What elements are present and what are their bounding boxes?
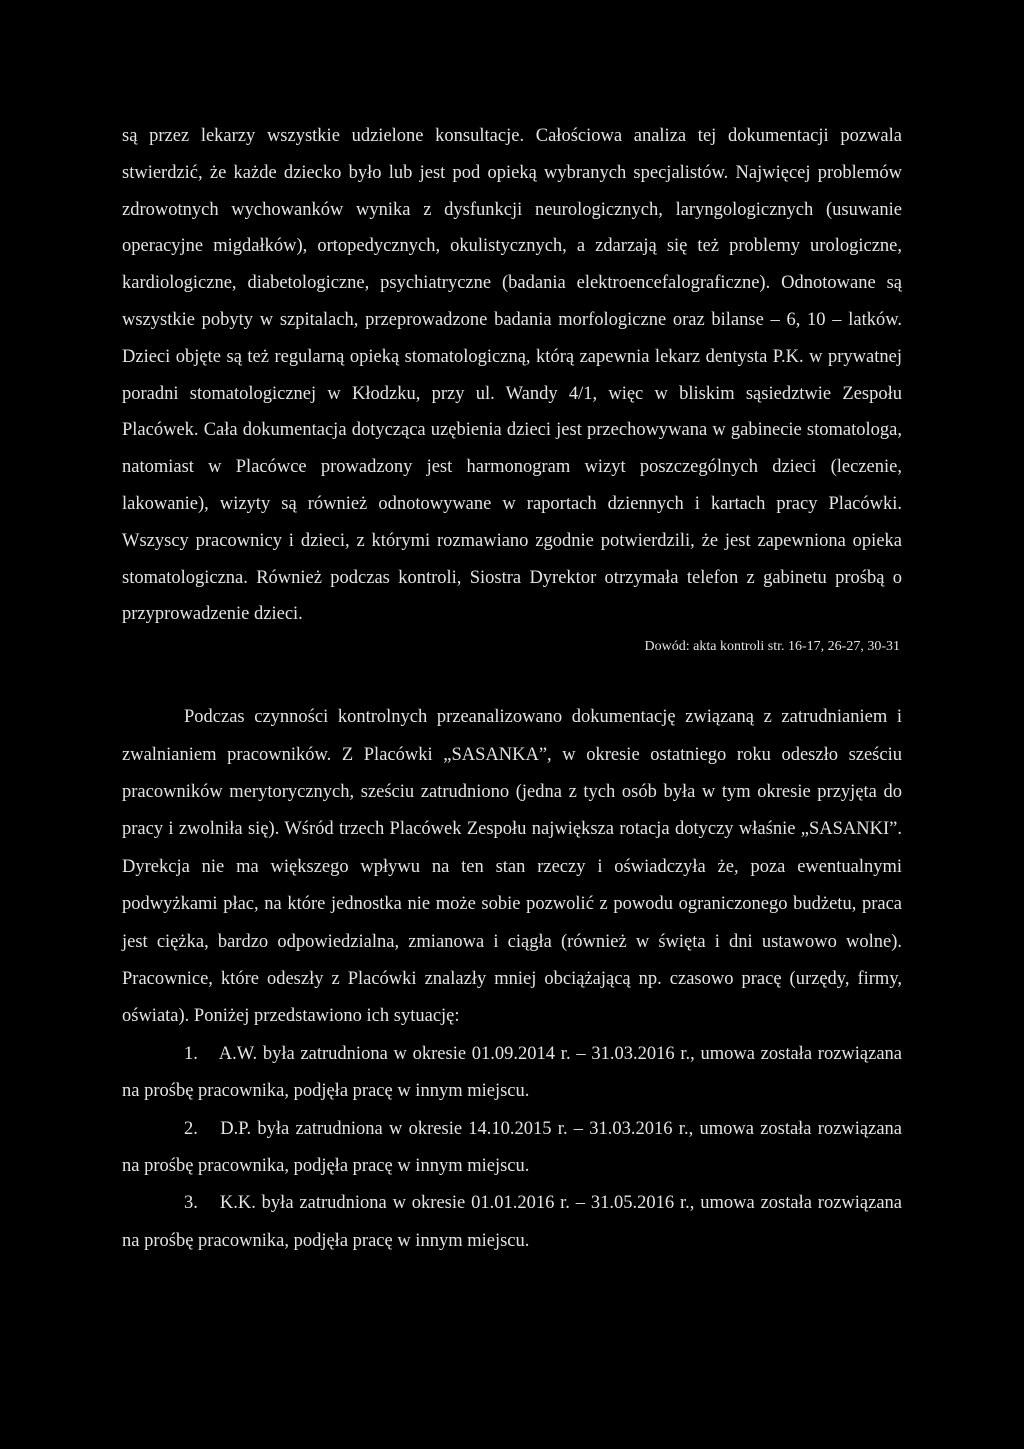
list-item-number: 1. xyxy=(184,1043,198,1064)
evidence-reference: Dowód: akta kontroli str. 16-17, 26-27, 30-31 xyxy=(644,639,900,655)
list-item-number: 3. xyxy=(184,1193,198,1214)
list-item-number: 2. xyxy=(184,1118,198,1139)
list-item-text: A.W. była zatrudniona w okresie 01.09.2014 r. – 31.03.2016 r., umowa została rozwiązana na prośbę pracownika, podjęła pracę w innym miejscu. xyxy=(122,1043,902,1102)
list-item xyxy=(122,1036,902,1111)
document-body xyxy=(122,118,902,1260)
list-item xyxy=(122,1111,902,1186)
employee-list xyxy=(122,1036,902,1260)
paragraph-employment: Podczas czynności kontrolnych przeanalizowano dokumentację związaną z zatrudnianiem i zwalnianiem pracowników. Z Placówki „SASANKA”, w okresie ostatniego roku odeszło sześciu pracowników merytorycznych, sześciu zatrudniono (jedna z tych osób była w tym okresie przyjęta do pracy i zwolniła się). Wśród trzech Placówek Zespołu największa rotacja dotyczy właśnie „SASANKI”. Dyrekcja nie ma większego wpływu na ten stan rzeczy i oświadczyła że, poza ewentualnymi podwyżkami płac, na które jednostka nie może sobie pozwolić z powodu ograniczonego budżetu, praca jest ciężka, bardzo odpowiedzialna, zmianowa i ciągła (również w święta i dni ustawowo wolne). Pracownice, które odeszły z Placówki znalazły mniej obciążającą np. czasowo pracę (urzędy, firmy, oświata). Poniżej przedstawiono ich sytuację: xyxy=(122,707,902,1027)
paragraph-medical-care: są przez lekarzy wszystkie udzielone konsultacje. Całościowa analiza tej dokumentacji pozwala stwierdzić, że każde dziecko było lub jest pod opieką wybranych specjalistów. Najwięcej problemów zdrowotnych wychowanków wynika z dysfunkcji neurologicznych, laryngologicznych (usuwanie operacyjne migdałków), ortopedycznych, okulistycznych, a zdarzają się też problemy urologiczne, kardiologiczne, diabetologiczne, psychiatryczne (badania elektroencefalograficzne). Odnotowane są wszystkie pobyty w szpitalach, przeprowadzone badania morfologiczne oraz bilanse – 6, 10 – latków. Dzieci objęte są też regularną opieką stomatologiczną, którą zapewnia lekarz dentysta P.K. w prywatnej poradni stomatologicznej w Kłodzku, przy ul. Wandy 4/1, więc w bliskim sąsiedztwie Zespołu Placówek. Cała dokumentacja dotycząca uzębienia dzieci jest przechowywana w gabinecie stomatologa, natomiast w Placówce prowadzony jest harmonogram wizyt poszczególnych dzieci (leczenie, lakowanie), wizyty są również odnotowywane w raportach dziennych i kartach pracy Placówki. Wszyscy pracownicy i dzieci, z którymi rozmawiano zgodnie potwierdzili, że jest zapewniona opieka stomatologiczna. Również podczas kontroli, Siostra Dyrektor otrzymała telefon z gabinetu prośbą o przyprowadzenie dzieci. xyxy=(122,126,902,625)
list-item-text: K.K. była zatrudniona w okresie 01.01.2016 r. – 31.05.2016 r., umowa została rozwiązana na prośbę pracownika, podjęła pracę w innym miejscu. xyxy=(122,1193,903,1251)
list-item xyxy=(122,1185,902,1260)
list-item-text: D.P. była zatrudniona w okresie 14.10.2015 r. – 31.03.2016 r., umowa została rozwiązana na prośbę pracownika, podjęła pracę w innym miejscu. xyxy=(122,1118,902,1177)
